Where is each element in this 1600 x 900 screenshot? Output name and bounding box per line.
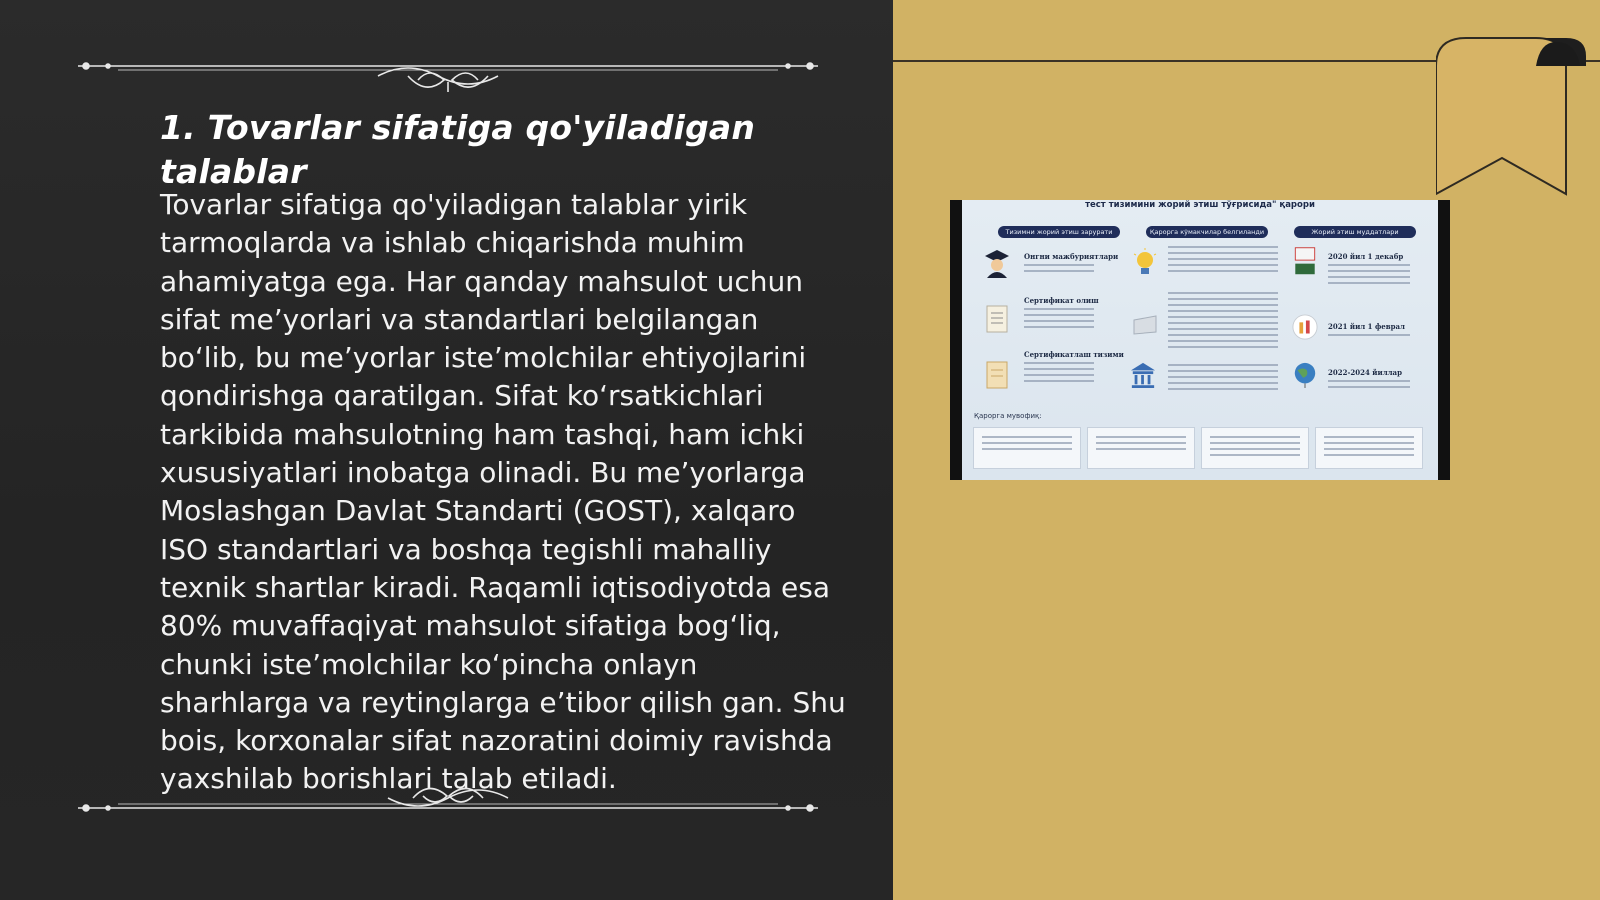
infographic-pill: Жорий этиш муддатлари <box>1294 226 1416 238</box>
text-placeholder <box>1024 264 1094 276</box>
infographic-label: Сертификат олиш <box>1024 296 1099 305</box>
text-placeholder <box>1024 308 1094 332</box>
infographic-footer-label: Қарорга мувофиқ: <box>974 412 1042 420</box>
text-placeholder <box>1168 364 1278 394</box>
text-placeholder <box>1328 264 1410 288</box>
building-icon <box>1130 360 1156 390</box>
infographic-label: 2022-2024 йиллар <box>1328 368 1402 377</box>
infographic-card <box>974 428 1080 468</box>
infographic-pill: Қарорга кўмакчилар белгиланди <box>1146 226 1268 238</box>
document-icon <box>984 304 1010 334</box>
ornament-divider-icon <box>68 778 828 828</box>
text-placeholder <box>1328 380 1410 392</box>
infographic-label: 2020 йил 1 декабр <box>1328 252 1404 261</box>
globe-icon <box>1292 360 1318 390</box>
text-placeholder <box>1024 362 1094 386</box>
text-placeholder <box>1168 292 1278 352</box>
slide-title: 1. Tovarlar sifatiga qo'yiladigan talablar <box>160 108 756 191</box>
bookmark-ribbon-icon <box>1436 36 1586 196</box>
infographic-card <box>1088 428 1194 468</box>
document-icon <box>1292 246 1318 276</box>
infographic-card <box>1316 428 1422 468</box>
infographic-pill: Тизимни жорий этиш зарурати <box>998 226 1120 238</box>
infographic-title: тест тизимини жорий этиш тўғрисида" қарори <box>1085 200 1315 210</box>
infographic-label: Онгни мажбуриятлари <box>1024 252 1119 261</box>
infographic-label: 2021 йил 1 феврал <box>1328 322 1405 331</box>
text-placeholder <box>1328 334 1410 340</box>
ornament-divider-icon <box>68 42 828 92</box>
infographic-label: Сертификатлаш тизими <box>1024 350 1124 359</box>
document-icon <box>984 360 1010 390</box>
lightbulb-icon <box>1132 248 1158 278</box>
slide-body-text: Tovarlar sifatiga qo'yiladigan talablar yirik tarmoqlarda va ishlab chiqarishda muhim ahamiyatga ega. Har qanday mahsulot uchun sifat me’yorlari va standartlari belgilangan bo‘lib, bu me’yorlar iste’molchilar ehtiyojlarini qondirishga qaratilgan. Sifat ko‘rsatkichlari tarkibida mahsulotning ham tashqi, ham ichki xususiyatlari inobatga olinadi. Bu me’yorlarga Moslashgan Davlat Standarti (GOST), xalqaro ISO standartlari va boshqa tegishli mahalliy texnik shartlar kiradi. Raqamli iqtisodiyotda esa 80% muvaffaqiyat mahsulot sifatiga bog‘liq, chunki iste’molchilar ko‘pincha onlayn sharhlarga va reytinglarga e’tibor qilish gan. Shu bois, korxonalar sifat nazoratini doimiy ravishda yaxshilab borishlari talab etiladi. <box>160 188 846 796</box>
text-placeholder <box>1168 246 1278 276</box>
flask-icon <box>1292 312 1318 342</box>
infographic-image <box>950 200 1450 480</box>
graduate-icon <box>984 248 1010 278</box>
infographic-card <box>1202 428 1308 468</box>
document-icon <box>1132 308 1158 338</box>
